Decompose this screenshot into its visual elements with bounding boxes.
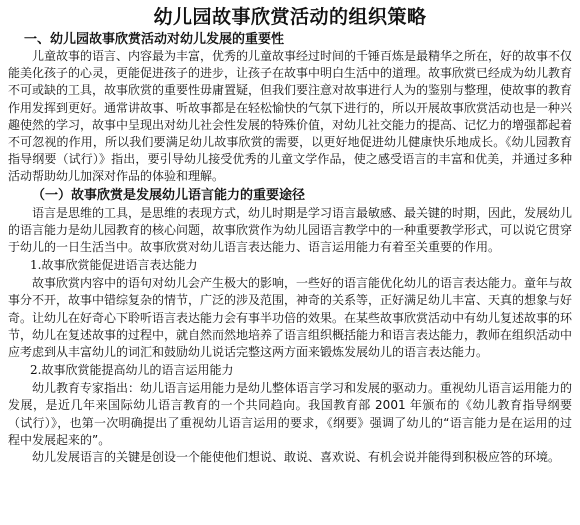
point-heading: 1.故事欣赏能促进语言表达能力 [30, 258, 198, 273]
point-heading: 2.故事欣赏能提高幼儿的语言运用能力 [30, 363, 234, 378]
subsection-paragraph: 语言是思维的工具，是思维的表现方式，幼儿时期是学习语言最敏感、最关键的时期，因此，发展幼儿的语言能力是幼儿园教育的核心问题，故事欣赏作为幼儿园语言教学中的一种重要教学形式，可以说它贯穿于幼儿的一日生活当中。故事欣赏对幼儿语言表达能力、语言运用能力有着至关重要的作用。 [8, 205, 573, 255]
section-heading: 一、幼儿园故事欣赏活动对幼儿发展的重要性 [24, 32, 285, 47]
trailing-text: 幼儿发展语言的关键是创设一个能使他们想说、敢说、喜欢说、有机会说并能得到积极应答的环境。 [32, 450, 561, 465]
document-title: 幼儿园故事欣赏活动的组织策略 [153, 6, 427, 28]
point-paragraph: 幼儿教育专家指出：幼儿语言运用能力是幼儿整体语言学习和发展的驱动力。重视幼儿语言运用能力的发展，是近几年来国际幼儿语言教育的一个共同趋向。我国教育部 2001 年颁布的《幼儿教育指导纲要（试行）》，也第一次明确提出了重视幼儿语言运用的要求，《纲要》强调了幼儿的“语言能力是在运用的过程中发展起来的”。 [8, 381, 573, 447]
subsection-heading: （一）故事欣赏是发展幼儿语言能力的重要途径 [32, 187, 306, 203]
point-paragraph: 故事欣赏内容中的语句对幼儿会产生极大的影响，一些好的语言能优化幼儿的语言表达能力。童年与故事分不开，故事中错综复杂的情节，广泛的涉及范围，神奇的关系等，正好满足幼儿丰富、天真的想象与好奇。让幼儿在好奇心下聆听语言表达能力会有事半功倍的效果。在某些故事欣赏活动中有幼儿复述故事的环节，幼儿在复述故事的过程中，就自然而然地培养了语言组织概括能力和语言表达能力，教师在组织活动中应考虑到从丰富幼儿的词汇和鼓励幼儿说话完整这两方面来锻炼发展幼儿的语言表达能力。 [8, 276, 573, 360]
cutoff-line [8, 449, 572, 465]
section-paragraph: 儿童故事的语言、内容最为丰富，优秀的儿童故事经过时间的千锤百炼是最精华之所在，好的故事不仅能美化孩子的心灵，更能促进孩子的进步，让孩子在故事中明白生活中的道理。故事欣赏已经成为幼儿教育不可或缺的工具，故事欣赏的重要性毋庸置疑，但我们要注意对故事进行人为的鉴别与整理，使故事的教育作用发挥到更好。通常讲故事、听故事都是在轻松愉快的气氛下进行的，所以开展故事欣赏活动也是一种兴趣使然的学习，故事中呈现出对幼儿社会性发展的特殊价值，对幼儿社交能力的提高、记忆力的增强都起着不可忽视的作用，所以我们要满足幼儿故事欣赏的需要，以更好地促进幼儿健康快乐地成长。《幼儿园教育指导纲要（试行）》指出，要引导幼儿接受优秀的儿童文学作品，使之感受语言的丰富和优美，并通过多种活动帮助幼儿加深对作品的体验和理解。 [8, 49, 573, 184]
